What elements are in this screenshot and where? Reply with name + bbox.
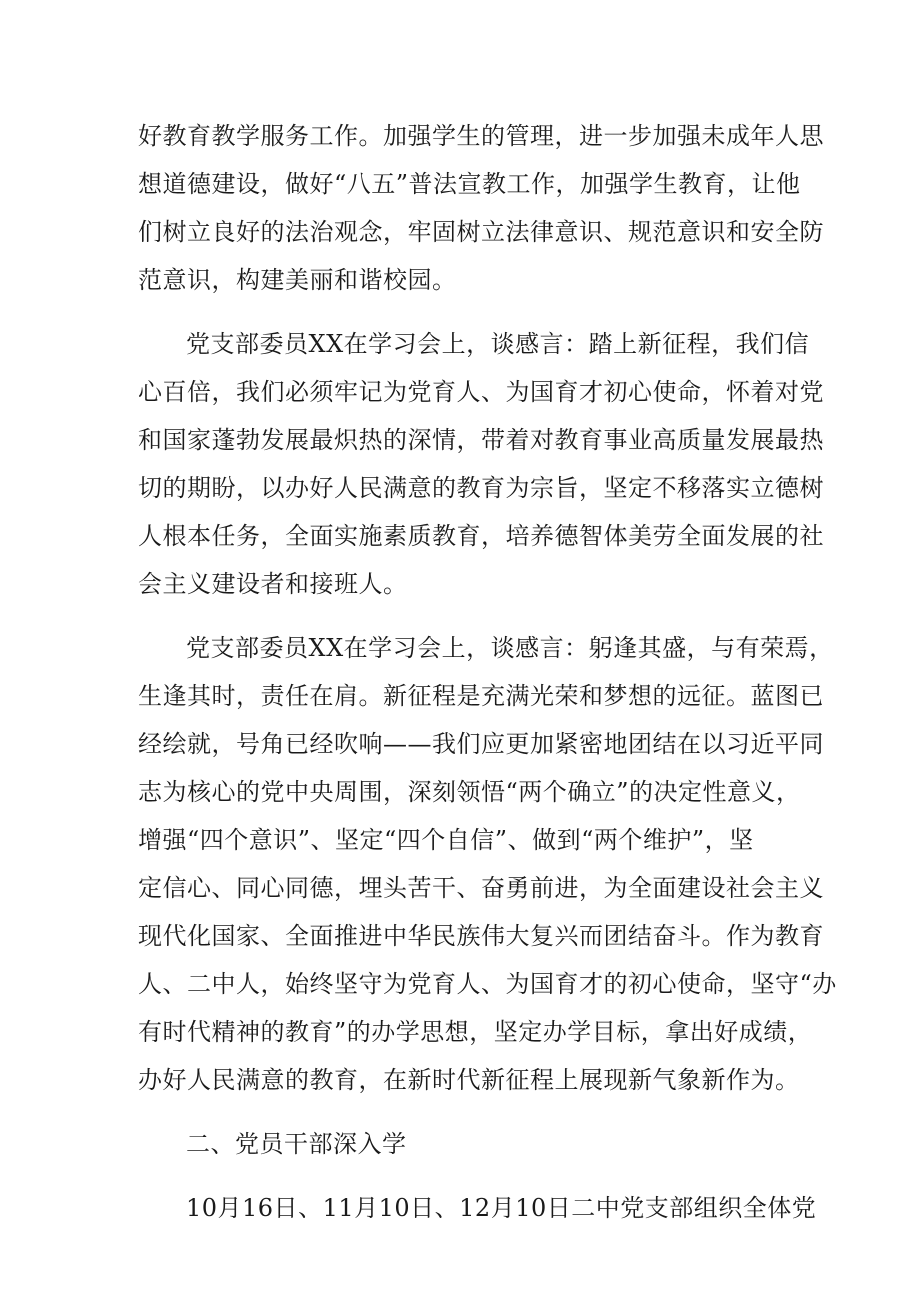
paragraph-line: 切的期盼，以办好人民满意的教育为宗旨，坚定不移落实立德树 xyxy=(138,474,824,502)
paragraph-line: 想道德建设，做好“八五”普法宣教工作，加强学生教育，让他 xyxy=(138,170,801,198)
paragraph-line: 经绘就，号角已经吹响——我们应更加紧密地团结在以习近平同 xyxy=(138,730,824,758)
section-heading xyxy=(138,1120,798,1168)
paragraph-line: 好教育教学服务工作。加强学生的管理，进一步加强未成年人思 xyxy=(138,122,824,150)
paragraph-line: 10月16日、11月10日、12月10日二中党支部组织全体党 xyxy=(186,1194,817,1222)
paragraph-line: 有时代精神的教育”的办学思想，坚定办学目标，拿出好成绩， xyxy=(138,1018,813,1046)
paragraph-line: 现代化国家、全面推进中华民族伟大复兴而团结奋斗。作为教育 xyxy=(138,922,824,950)
paragraph-2 xyxy=(138,320,824,608)
paragraph-line: 志为核心的党中央周围，深刻领悟“两个确立”的决定性意义， xyxy=(138,778,801,806)
paragraph-line: 增强“四个意识”、坚定“四个自信”、做到“两个维护”，坚 xyxy=(138,826,754,854)
paragraph-3 xyxy=(138,624,837,1104)
paragraph-line: 和国家蓬勃发展最炽热的深情，带着对教育事业高质量发展最热 xyxy=(138,426,824,454)
paragraph-line: 生逢其时，责任在肩。新征程是充满光荣和梦想的远征。蓝图已 xyxy=(138,682,824,710)
paragraph-line: 心百倍，我们必须牢记为党育人、为国育才初心使命，怀着对党 xyxy=(138,378,824,406)
document-body xyxy=(138,112,837,1232)
paragraph-line: 会主义建设者和接班人。 xyxy=(138,570,408,598)
paragraph-line: 党支部委员XX在学习会上，谈感言：躬逢其盛，与有荣焉， xyxy=(186,634,834,662)
section-heading-text: 二、党员干部深入学 xyxy=(186,1130,407,1158)
paragraph-4 xyxy=(138,1184,817,1232)
paragraph-1 xyxy=(138,112,824,304)
paragraph-line: 办好人民满意的教育，在新时代新征程上展现新气象新作为。 xyxy=(138,1066,800,1094)
paragraph-line: 人、二中人，始终坚守为党育人、为国育才的初心使命，坚守“办 xyxy=(138,970,837,998)
paragraph-line: 范意识，构建美丽和谐校园。 xyxy=(138,266,457,294)
paragraph-line: 人根本任务，全面实施素质教育，培养德智体美劳全面发展的社 xyxy=(138,522,824,550)
paragraph-line: 定信心、同心同德，埋头苦干、奋勇前进，为全面建设社会主义 xyxy=(138,874,824,902)
paragraph-line: 们树立良好的法治观念，牢固树立法律意识、规范意识和安全防 xyxy=(138,218,824,246)
paragraph-line: 党支部委员XX在学习会上，谈感言：踏上新征程，我们信 xyxy=(186,330,810,358)
